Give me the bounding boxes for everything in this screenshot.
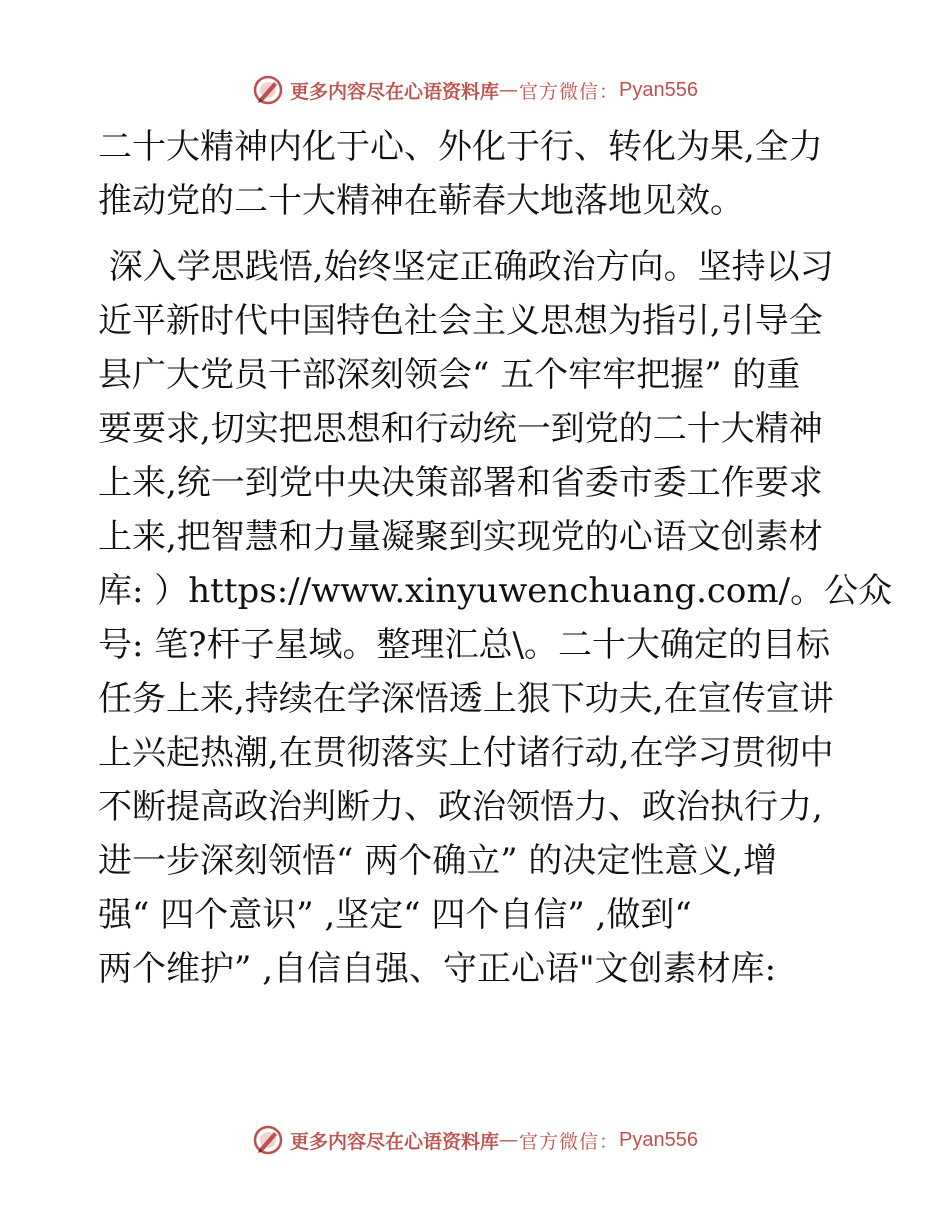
text-line: 推动党的二十大精神在蕲春大地落地见效。 <box>98 181 744 221</box>
footer-banner-wechat-label: 官方微信： <box>519 1130 620 1153</box>
text-line: 要要求,切实把思想和行动统一到党的二十大精神 <box>98 409 823 449</box>
footer-banner-dash: — <box>499 1129 520 1151</box>
text-line: 上来,把智慧和力量凝聚到实现党的心语文创素材 <box>98 517 823 557</box>
paragraph-2 <box>98 240 893 996</box>
footer-banner-main-text: 更多内容尽在心语资料库 <box>290 1130 500 1153</box>
header-banner-dash: — <box>499 79 520 101</box>
header-watermark-banner <box>0 70 950 110</box>
text-line: 县广大党员干部深刻领会“ 五个牢牢把握” 的重 <box>98 355 801 395</box>
footer-watermark-banner <box>0 1120 950 1160</box>
header-banner-wechat-label: 官方微信： <box>519 80 620 103</box>
text-line: 强“ 四个意识” ,坚定“ 四个自信” ,做到“ <box>98 895 692 935</box>
text-line: 二十大精神内化于心、外化于行、转化为果,全力 <box>98 127 823 167</box>
header-banner-main-text: 更多内容尽在心语资料库 <box>290 80 500 103</box>
text-line: 上兴起热潮,在贯彻落实上付诸行动,在学习贯彻中 <box>98 733 834 773</box>
text-line: 深入学思践悟,始终坚定正确政治方向。坚持以习 <box>98 247 834 287</box>
text-line: 号: 笔?杆子星域。整理汇总\。二十大确定的目标 <box>98 625 830 665</box>
pen-logo-icon <box>252 1124 284 1156</box>
text-line: 不断提高政治判断力、政治领悟力、政治执行力, <box>98 787 823 827</box>
paragraph-1 <box>98 120 858 228</box>
text-line: 任务上来,持续在学深悟透上狠下功夫,在宣传宣讲 <box>98 679 834 719</box>
text-line: 近平新时代中国特色社会主义思想为指引,引导全 <box>98 301 823 341</box>
text-line: 库: ）https://www.xinyuwenchuang.com/。公众 <box>98 571 893 611</box>
document-body <box>98 120 893 996</box>
text-line: 上来,统一到党中央决策部署和省委市委工作要求 <box>98 463 823 503</box>
text-line: 进一步深刻领悟“ 两个确立” 的决定性意义,增 <box>98 841 778 881</box>
footer-banner-wechat-id: Pyan556 <box>619 1128 698 1151</box>
header-banner-wechat-id: Pyan556 <box>619 78 698 101</box>
text-line: 两个维护” ,自信自强、守正心语"文创素材库: <box>98 949 777 989</box>
pen-logo-icon <box>252 74 284 106</box>
